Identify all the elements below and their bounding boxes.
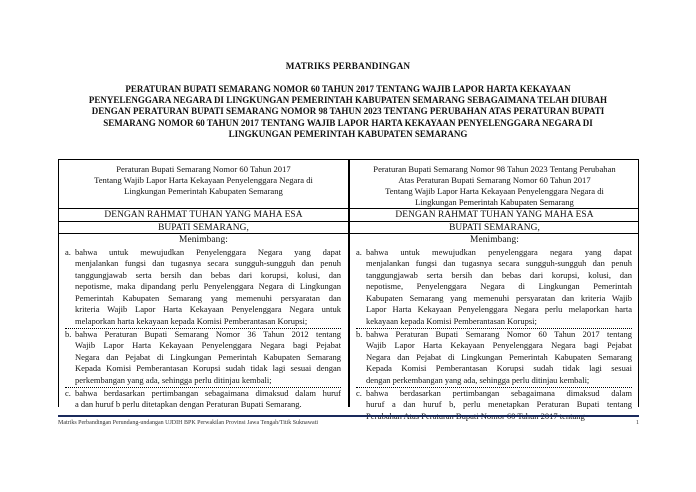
item-line: bahwa Peraturan Bupati Semarang Nomor 60 Tahun 2017 tentang (366, 328, 632, 339)
item-text (75, 388, 341, 411)
subtitle-line: DENGAN PERATURAN BUPATI SEMARANG NOMOR 98 TAHUN 2023 TENTANG PERUBAHAN ATAS PERATURAN BUPATI (91, 106, 605, 117)
subtitle-line: PERATURAN BUPATI SEMARANG NOMOR 60 TAHUN 2017 TENTANG WAJIB LAPOR HARTA KEKAYAAN (125, 84, 571, 94)
header-line: Lingkungan Pemerintah Kabupaten Semarang (124, 186, 283, 196)
left-rahmat-row: DENGAN RAHMAT TUHAN YANG MAHA ESA (59, 209, 348, 222)
consideration-item (65, 247, 341, 329)
item-text (366, 247, 632, 328)
item-text (75, 247, 341, 328)
right-column (349, 160, 639, 421)
consideration-item (65, 329, 341, 388)
item-marker: b. (65, 328, 72, 339)
right-bupati-row: BUPATI SEMARANG, (350, 222, 639, 235)
item-line: huruf a dan huruf b, perlu menetapkan Peraturan Bupati tentang (366, 399, 632, 410)
item-line: bahwa untuk mewujudkan Penyelenggara Negara yang dapat (75, 246, 341, 257)
item-line: bahwa berdasarkan pertimbangan sebagaimana dimaksud dalam huruf (75, 387, 341, 398)
item-line: Kepada Komisi Pemberantasan Korupsi sudah tidak lagi sesuai dengan (75, 363, 341, 374)
item-line: a dan huruf b perlu ditetapkan dengan Peraturan Bupati Semarang. (75, 399, 302, 410)
item-line: Perubahan Atas Peraturan Bupati Nomor 60 Tahun 2017 tentang (366, 410, 585, 421)
item-line: menjalankan fungsi dan tugasnya secara sungguh-sungguh dan penuh (75, 258, 341, 269)
item-line: Negara dan Pejabat di Lingkungan Pemerintah Kabupaten Semarang (366, 351, 632, 362)
item-line: perkembangan yang ada, sehingga perlu ditinjau kembali; (75, 375, 272, 386)
consideration-item (356, 329, 632, 388)
item-line: menjalankan fungsi dan tugasnya secara sungguh-sungguh dan penuh (366, 258, 632, 269)
item-line: Lapor Harta Kekayaan Penyelenggara Negara perlu melaporkan harta (366, 304, 632, 315)
item-line: kriteria Wajib Lapor Harta Kekayaan Penyelenggara Negara untuk (75, 304, 341, 315)
right-considerations (350, 247, 639, 423)
header-line: Lingkungan Pemerintah Kabupaten Semarang (415, 197, 574, 207)
item-line: bahwa Peraturan Bupati Semarang Nomor 36 Tahun 2012 tentang (75, 328, 341, 339)
item-line: Wajib Lapor Harta Kekayaan Penyelenggara Negara bagi Pejabat (366, 340, 632, 351)
item-line: bahwa untuk mewujudkan penyelenggara negara yang dapat (366, 246, 632, 257)
item-line: nepotisme, Penyelenggara Negara di Lingkungan Pemerintah (366, 281, 632, 292)
item-line: Kabupaten Semarang yang memenuhi persyaratan dan kriteria Wajib (366, 292, 632, 303)
page-number: 1 (636, 420, 639, 426)
right-column-header (350, 160, 639, 209)
item-line: kekayaan kepada Komisi Pemberantasan Korupsi; (366, 316, 537, 327)
item-text (366, 329, 632, 387)
subtitle-line: SEMARANG NOMOR 60 TAHUN 2017 TENTANG WAJIB LAPOR HARTA KEKAYAAN PENYELENGGARA NEGARA DI (103, 117, 593, 128)
item-marker: c. (65, 387, 71, 398)
item-line: tanggungjawab serta bersih dan bebas dari korupsi, kolusi, dan (366, 269, 632, 280)
subtitle-line: PENYELENGGARA NEGARA DI LINGKUNGAN PEMERINTAH KABUPATEN SEMARANG SEBAGAIMANA TELAH DIUBAH (88, 95, 608, 106)
left-considerations (59, 247, 348, 411)
subtitle-line: LINGKUNGAN PEMERINTAH KABUPATEN SEMARANG (228, 128, 468, 139)
consideration-item (356, 247, 632, 329)
header-line: Tentang Wajib Lapor Harta Kekayaan Penyelenggara Negara di (385, 186, 604, 196)
item-line: bahwa berdasarkan pertimbangan sebagaimana dimaksud dalam (366, 387, 632, 398)
item-line: Negara dan Pejabat di Lingkungan Pemerintah Kabupaten Semarang (75, 351, 341, 362)
item-line: Pemerintah Kabupaten Semarang yang memenuhi persyaratan dan (75, 292, 341, 303)
item-line: nepotisme, maka dipandang perlu Penyelenggara Negara di Lingkungan (75, 281, 341, 292)
document-subtitle (62, 84, 634, 140)
header-line: Tentang Wajib Lapor Harta Kekayaan Penyelenggara Negara di (94, 175, 313, 185)
comparison-table (58, 159, 639, 421)
item-line: Wajib Lapor Harta Kekayaan Penyelenggara Negara bagi Pejabat (75, 340, 341, 351)
left-column (59, 160, 349, 410)
right-rahmat-row: DENGAN RAHMAT TUHAN YANG MAHA ESA (350, 209, 639, 222)
right-menimbang-row: Menimbang: (470, 235, 519, 245)
header-line: Peraturan Bupati Semarang Nomor 98 Tahun 2023 Tentang Perubahan (373, 164, 616, 174)
consideration-item (65, 388, 341, 411)
document-title: MATRIKS PERBANDINGAN (285, 61, 411, 71)
item-marker: b. (356, 328, 363, 339)
item-marker: a. (65, 246, 71, 257)
page-footer (58, 415, 639, 426)
left-bupati-row: BUPATI SEMARANG, (59, 222, 348, 235)
left-column-header (59, 160, 348, 209)
footer-text: Matriks Perbandingan Perundang-undangan UJDIH BPK Perwakilan Provinsi Jawa Tengah/Titik Suknawati (58, 420, 319, 426)
left-menimbang-row: Menimbang: (179, 235, 228, 245)
item-text (75, 329, 341, 387)
item-line: Kepada Komisi Pemberantasan Korupsi sudah tidak lagi sesuai (366, 363, 632, 374)
item-line: melaporkan harta kekayaan kepada Komisi Pemberantasan Korupsi; (75, 316, 308, 327)
header-line: Peraturan Bupati Semarang Nomor 60 Tahun 2017 (116, 164, 291, 174)
item-line: tanggungjawab serta bersih dan bebas dari korupsi, kolusi, dan (75, 269, 341, 280)
item-marker: c. (356, 387, 362, 398)
header-line: Atas Peraturan Bupati Semarang Nomor 60 Tahun 2017 (398, 175, 591, 185)
item-marker: a. (356, 246, 362, 257)
item-line: dengan perkembangan yang ada, sehingga perlu ditinjau kembali; (366, 375, 590, 386)
